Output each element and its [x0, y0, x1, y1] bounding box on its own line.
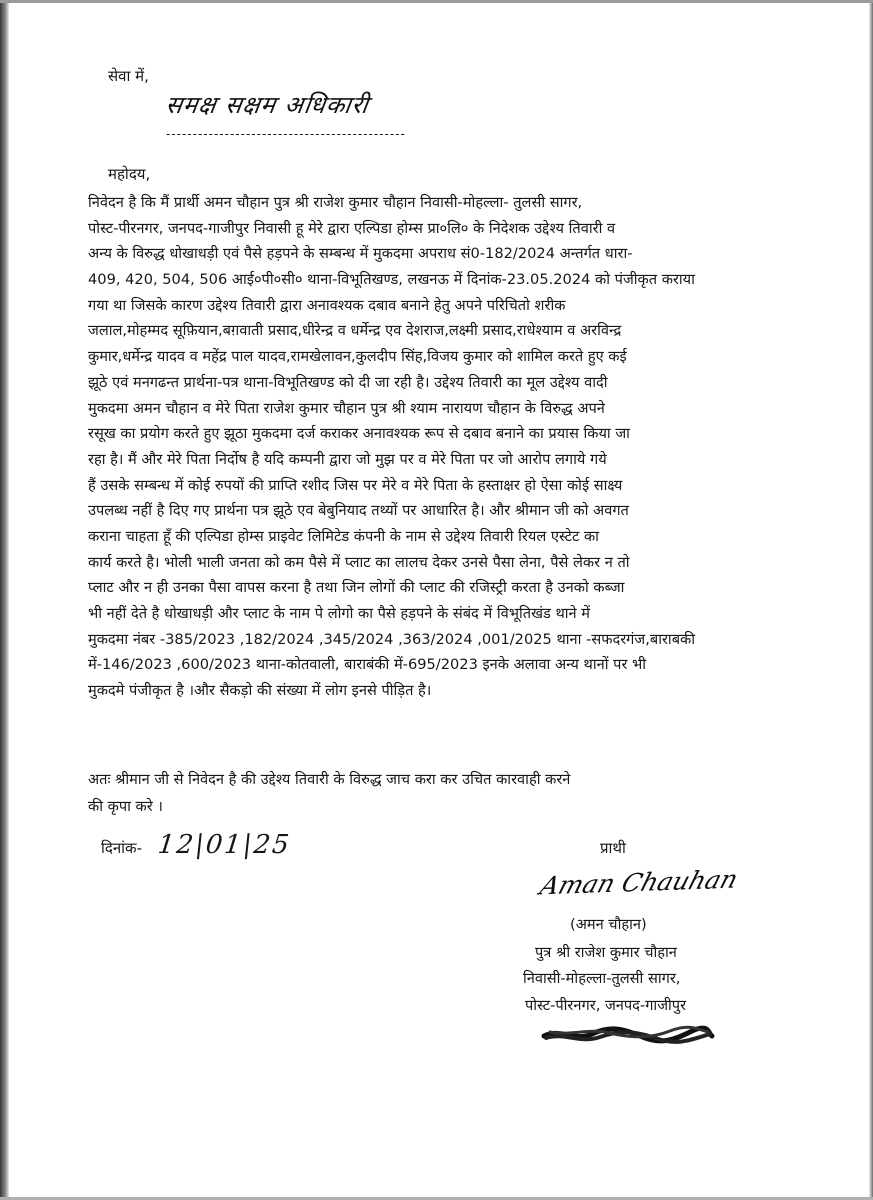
salutation: सेवा में,	[108, 67, 149, 85]
body-line: कराना चाहता हूँ की एल्पिडा होम्स प्राइवेट लिमिटेड कंपनी के नाम से उद्देश्य तिवारी रियल एस्टेट का	[88, 527, 599, 545]
date-label: दिनांक-	[101, 839, 142, 857]
body-line: में-146/2023 ,600/2023 थाना-कोतवाली, बाराबंकी में-695/2023 इनके अलावा अन्य थानों पर भी	[88, 656, 647, 674]
applicant-name: (अमन चौहान)	[570, 916, 647, 933]
request-line: की कृपा करे ।	[88, 798, 163, 815]
address-line: पोस्ट-पीरनगर, जनपद-गाजीपुर	[525, 997, 687, 1014]
body-line: कुमार,धर्मेन्द्र यादव व महेंद्र पाल यादव,रामखेलावन,कुलदीप सिंह,विजय कुमार को शामिल करते हुए कई	[88, 348, 627, 366]
dashed-line: ---------------------------------------------	[166, 127, 406, 141]
body-line: मुकदमा नंबर -385/2023 ,182/2024 ,345/2024 ,363/2024 ,001/2025 थाना -सफदरगंज,बाराबकी	[88, 630, 696, 648]
body-line: प्लाट और न ही उनका पैसा वापस करना है तथा जिन लोगों की प्लाट की रजिस्ट्री करता है उनको कब्जा	[88, 579, 625, 597]
body-line: निवेदन है कि मैं प्रार्थी अमन चौहान पुत्र श्री राजेश कुमार चौहान निवासी-मोहल्ला- तुलसी सागर,	[88, 194, 583, 211]
body-line: पोस्ट-पीरनगर, जनपद-गाजीपुर निवासी हू मेरे द्वारा एल्पिडा होम्स प्रा०लि० के निदेशक उद्देश्य तिवारी व	[88, 219, 616, 237]
date-handwritten: 12|01|25	[156, 830, 293, 860]
request-line: अतः श्रीमान जी से निवेदन है की उद्देश्य तिवारी के विरुद्ध जाच करा कर उचित कारवाही करने	[88, 771, 571, 788]
body-line: झूठे एवं मनगढन्त प्रार्थना-पत्र थाना-विभूतिखण्ड को दी जा रही है। उद्देश्य तिवारी का मूल उद्देश्य वादी	[88, 373, 608, 391]
body-line: गया था जिसके कारण उद्देश्य तिवारी द्वारा अनावश्यक दबाव बनाने हेतु अपने परिचितो शरीक	[88, 296, 566, 314]
redacted-scribble	[540, 1022, 715, 1048]
applicant-label: प्राथी	[600, 839, 626, 857]
body-line: हैं उसके सम्बन्ध में कोई रुपयों की प्राप्ति रशीद जिस पर मेरे व मेरे पिता के हस्ताक्षर हो ऐसा कोई साक्ष्य	[88, 476, 623, 494]
signature: Aman Chauhan	[536, 864, 742, 901]
letter-body	[88, 190, 788, 704]
address-line: निवासी-मोहल्ला-तुलसी सागर,	[523, 970, 681, 987]
body-line: मुकदमा अमन चौहान व मेरे पिता राजेश कुमार चौहान पुत्र श्री श्याम नारायण चौहान के विरुद्ध अपने	[88, 399, 605, 417]
body-line: भी नहीं देते है धोखाधड़ी और प्लाट के नाम पे लोगो का पैसे हड़पने के संबंद में विभूतिखंड थाने में	[88, 605, 591, 622]
body-line: कार्य करते है। भोली भाली जनता को कम पैसे में प्लाट का लालच देकर उनसे पैसा लेना, पैसे लेकर न तो	[88, 553, 630, 571]
recipient-handwritten: समक्ष सक्षम अधिकारी	[163, 91, 371, 119]
request-paragraph	[88, 766, 788, 820]
body-line: जलाल,मोहम्मद सूफ़ियान,बग़वाती प्रसाद,धीरेन्द्र व धर्मेन्द्र एव देशराज,लक्ष्मी प्रसाद,राधेश्याम व अरविन्द्र	[88, 322, 622, 340]
body-line: रहा है। मैं और मेरे पिता निर्दोष है यदि कम्पनी द्वारा जो मुझ पर व मेरे पिता पर जो आरोप लगाये गये	[88, 450, 607, 468]
body-line: अन्य के विरुद्ध धोखाधड़ी एवं पैसे हड़पने के सम्बन्ध में मुकदमा अपराध सं0-182/2024 अन्तर्गत धारा-	[88, 245, 633, 263]
body-line: 409, 420, 504, 506 आई०पी०सी० थाना-विभूतिखण्ड, लखनऊ में दिनांक-23.05.2024 को पंजीकृत कराया	[88, 271, 695, 289]
greeting: महोदय,	[108, 165, 151, 183]
address-line: पुत्र श्री राजेश कुमार चौहान	[535, 944, 677, 961]
body-line: रसूख का प्रयोग करते हुए झूठा मुकदमा दर्ज कराकर अनावश्यक रूप से दबाव बनाने का प्रयास किया जा	[88, 425, 630, 443]
body-line: उपलब्ध नहीं है दिए गए प्रार्थना पत्र झूठे एव बेबुनियाद तथ्यों पर आधारित है। और श्रीमान जी को अवगत	[88, 502, 629, 520]
body-line: मुकदमे पंजीकृत है ।और सैकड़ो की संख्या में लोग इनसे पीड़ित है।	[88, 682, 432, 700]
